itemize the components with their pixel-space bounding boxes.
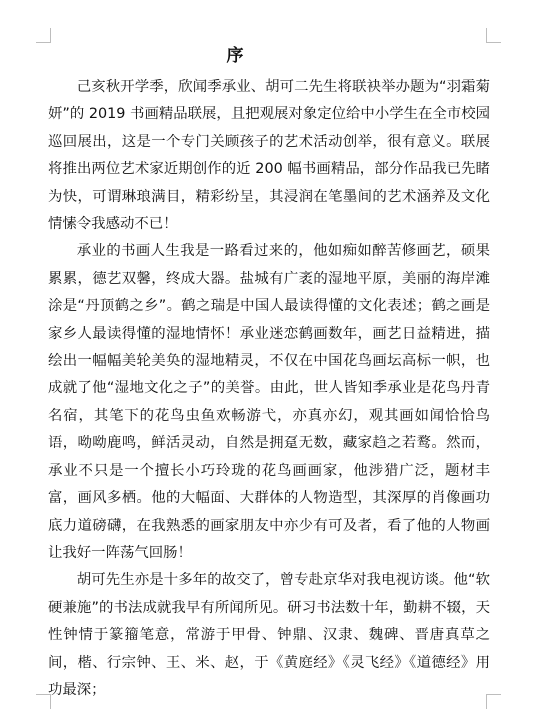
paragraph: 己亥秋开学季，欣闻季承业、胡可二先生将联袂举办题为“羽霜菊妍”的 2019 书画精品联展，且把观展对象定位给中小学生在全市校园巡回展出，这是一个专门关顾孩子的艺术活动创举，很有意义。联展将推出两位艺术家近期创作的近 200 幅书画精品，部分作品我已先睹为快，可谓琳琅满目，精彩纷呈，其浸润在笔墨间的艺术涵养及文化情愫令我感动不已！ [48,79,490,233]
page-corner-mark-top-left [36,28,51,43]
paragraph: 承业的书画人生我是一路看过来的，他如痴如醉苦修画艺，硕果累累，德艺双馨，终成大器。盐城有广袤的湿地平原，美丽的海岸滩涂是“丹顶鹤之乡”。鹤之瑞是中国人最读得懂的文化表述；鹤之画是家乡人最读得懂的湿地情怀！承业迷恋鹤画数年，画艺日益精进，描绘出一幅幅美轮美奂的湿地精灵，不仅在中国花鸟画坛高标一帜，也成就了他“湿地文化之子”的美誉。由此，世人皆知季承业是花鸟丹青名宿，其笔下的花鸟虫鱼欢畅游弋，亦真亦幻，观其画如闻恰恰鸟语，呦呦鹿鸣，鲜活灵动，自然是拥趸无数，藏家趋之若鹜。然而，承业不只是一个擅长小巧玲珑的花鸟画画家，他涉猎广泛，题材丰富，画风多栖。他的大幅面、大群体的人物造型，其深厚的肖像画功底力道磅礴，在我熟悉的画家朋友中亦少有可及者，看了他的人物画让我好一阵荡气回肠！ [48,243,490,561]
document-title: 序 [226,46,246,66]
document-body [48,74,490,704]
paragraph: 胡可先生亦是十多年的故交了，曾专赴京华对我电视访谈。他“软硬兼施”的书法成就我早有所闻所见。研习书法数十年，勤耕不辍，天性钟情于篆籀笔意，常游于甲骨、钟鼎、汉隶、魏碑、晋唐真草之间，楷、行宗钟、王、米、赵，于《黄庭经》《灵飞经》《道德经》用功最深； [48,572,490,698]
page-corner-mark-top-right [486,28,501,43]
